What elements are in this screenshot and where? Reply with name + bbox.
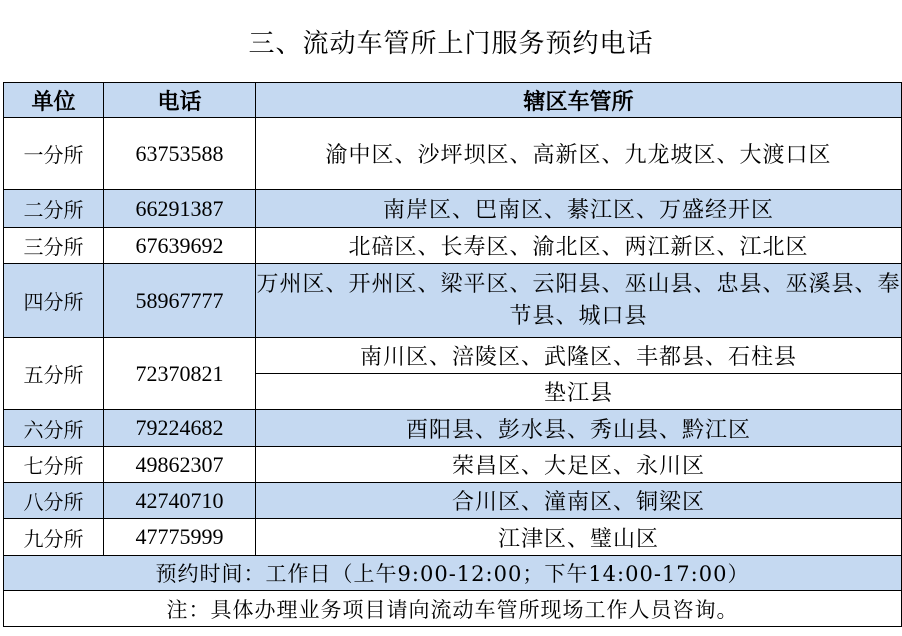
table-row [4, 338, 902, 374]
header-area: 辖区车管所 [256, 83, 902, 118]
table-row [4, 483, 902, 519]
area-cell: 渝中区、沙坪坝区、高新区、九龙坡区、大渡口区 [256, 118, 902, 190]
table-row [4, 228, 902, 264]
phone-cell: 66291387 [104, 190, 256, 228]
area-cell: 北碚区、长寿区、渝北区、两江新区、江北区 [256, 228, 902, 264]
appointment-hours: 预约时间：工作日（上午9:00-12:00；下午14:00-17:00） [4, 556, 902, 591]
phone-cell: 72370821 [104, 338, 256, 410]
area-cell: 江津区、璧山区 [256, 519, 902, 556]
phone-cell: 47775999 [104, 519, 256, 556]
table-header-row [4, 83, 902, 118]
area-cell: 万州区、开州区、梁平区、云阳县、巫山县、忠县、巫溪县、奉节县、城口县 [256, 264, 902, 338]
phone-cell: 49862307 [104, 447, 256, 483]
area-cell: 酉阳县、彭水县、秀山县、黔江区 [256, 410, 902, 447]
phone-cell: 63753588 [104, 118, 256, 190]
table-row [4, 519, 902, 556]
unit-cell: 三分所 [4, 228, 104, 264]
table-row [4, 447, 902, 483]
phone-cell: 67639692 [104, 228, 256, 264]
table-row [4, 190, 902, 228]
unit-cell: 七分所 [4, 447, 104, 483]
table-row [4, 264, 902, 338]
phone-cell: 58967777 [104, 264, 256, 338]
table-row [4, 410, 902, 447]
table-row [4, 118, 902, 190]
area-cell: 荣昌区、大足区、永川区 [256, 447, 902, 483]
unit-cell: 四分所 [4, 264, 104, 338]
footer-row [4, 591, 902, 627]
phone-cell: 42740710 [104, 483, 256, 519]
area-cell: 垫江县 [256, 374, 902, 410]
area-cell: 南岸区、巴南区、綦江区、万盛经开区 [256, 190, 902, 228]
area-cell: 南川区、涪陵区、武隆区、丰都县、石柱县 [256, 338, 902, 374]
footer-note: 注：具体办理业务项目请向流动车管所现场工作人员咨询。 [4, 591, 902, 627]
area-cell: 合川区、潼南区、铜梁区 [256, 483, 902, 519]
page-title: 三、流动车管所上门服务预约电话 [0, 0, 902, 82]
unit-cell: 五分所 [4, 338, 104, 410]
footer-row [4, 556, 902, 591]
unit-cell: 二分所 [4, 190, 104, 228]
directory-table [3, 82, 902, 627]
header-unit: 单位 [4, 83, 104, 118]
unit-cell: 八分所 [4, 483, 104, 519]
unit-cell: 六分所 [4, 410, 104, 447]
header-phone: 电话 [104, 83, 256, 118]
unit-cell: 一分所 [4, 118, 104, 190]
phone-cell: 79224682 [104, 410, 256, 447]
unit-cell: 九分所 [4, 519, 104, 556]
